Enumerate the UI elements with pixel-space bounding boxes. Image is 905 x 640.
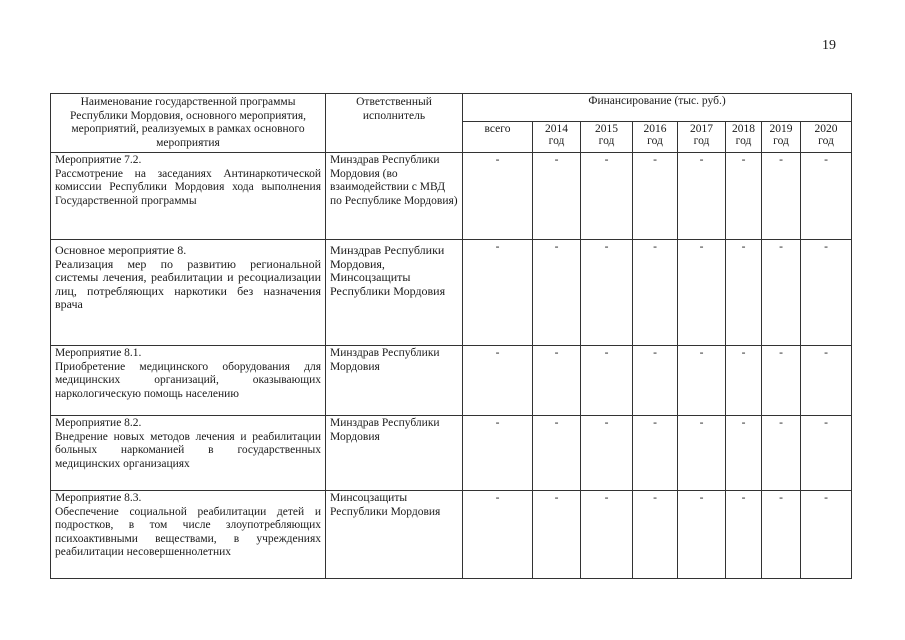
row-title: Мероприятие 8.1. xyxy=(55,347,142,359)
row-executor: Минздрав Республики Мордовия, Минсоцзащиты Республики Мордовия xyxy=(326,240,463,346)
row-name-cell xyxy=(51,416,326,491)
value-2015: - xyxy=(581,240,633,346)
row-description: Рассмотрение на заседаниях Антинаркотической комиссии Республики Мордовия хода выполнения Государственной программы xyxy=(55,167,321,207)
value-total: - xyxy=(463,416,533,491)
value-2017: - xyxy=(678,491,726,579)
value-2018: - xyxy=(726,240,762,346)
value-2015: - xyxy=(581,153,633,240)
value-2016: - xyxy=(633,416,678,491)
row-title: Основное мероприятие 8. xyxy=(55,243,187,257)
row-executor: Минздрав Республики Мордовия xyxy=(326,346,463,416)
table-row xyxy=(51,416,852,491)
value-2019: - xyxy=(762,416,801,491)
value-2016: - xyxy=(633,491,678,579)
table-row xyxy=(51,240,852,346)
table-row xyxy=(51,153,852,240)
value-total: - xyxy=(463,240,533,346)
row-title: Мероприятие 7.2. xyxy=(55,154,142,166)
value-2018: - xyxy=(726,491,762,579)
value-2020: - xyxy=(801,416,852,491)
page-number: 19 xyxy=(822,38,836,53)
value-2014: - xyxy=(533,491,581,579)
table-row xyxy=(51,491,852,579)
header-year-2015: 2015 год xyxy=(581,121,633,152)
row-title: Мероприятие 8.3. xyxy=(55,492,142,504)
value-2018: - xyxy=(726,416,762,491)
value-2015: - xyxy=(581,491,633,579)
value-2014: - xyxy=(533,346,581,416)
row-executor: Минсоцзащиты Республики Мордовия xyxy=(326,491,463,579)
value-2018: - xyxy=(726,346,762,416)
value-2016: - xyxy=(633,153,678,240)
header-year-2018: 2018 год xyxy=(726,121,762,152)
value-2020: - xyxy=(801,153,852,240)
header-executor-column: Ответственный исполнитель xyxy=(326,94,463,153)
header-year-2020: 2020 год xyxy=(801,121,852,152)
header-financing: Финансирование (тыс. руб.) xyxy=(463,94,852,122)
value-2016: - xyxy=(633,240,678,346)
value-2020: - xyxy=(801,491,852,579)
value-2017: - xyxy=(678,153,726,240)
row-executor: Минздрав Республики Мордовия xyxy=(326,416,463,491)
header-year-2019: 2019 год xyxy=(762,121,801,152)
value-2014: - xyxy=(533,240,581,346)
value-2020: - xyxy=(801,346,852,416)
header-year-2017: 2017 год xyxy=(678,121,726,152)
row-description: Обеспечение социальной реабилитации детей и подростков, в том числе злоупотребляющих психоактивными веществами, в учреждениях реабилитации несовершеннолетних xyxy=(55,505,321,558)
header-name-column: Наименование государственной программы Республики Мордовия, основного мероприятия, мероприятий, реализуемых в рамках основного мероприятия xyxy=(51,94,326,153)
row-name-cell xyxy=(51,153,326,240)
value-2016: - xyxy=(633,346,678,416)
value-total: - xyxy=(463,491,533,579)
value-2014: - xyxy=(533,416,581,491)
row-name-cell xyxy=(51,346,326,416)
row-description: Реализация мер по развитию региональной системы лечения, реабилитации и ресоциализации лиц, потребляющих наркотики без назначения врача xyxy=(55,256,321,311)
value-total: - xyxy=(463,153,533,240)
value-total: - xyxy=(463,346,533,416)
value-2017: - xyxy=(678,346,726,416)
table-row xyxy=(51,346,852,416)
value-2015: - xyxy=(581,416,633,491)
value-2015: - xyxy=(581,346,633,416)
row-executor: Минздрав Республики Мордовия (во взаимодействии с МВД по Республике Мордовия) xyxy=(326,153,463,240)
value-2019: - xyxy=(762,153,801,240)
value-2020: - xyxy=(801,240,852,346)
row-name-cell xyxy=(51,491,326,579)
value-2017: - xyxy=(678,416,726,491)
value-2019: - xyxy=(762,346,801,416)
header-year-2014: 2014 год xyxy=(533,121,581,152)
row-description: Внедрение новых методов лечения и реабилитации больных наркоманией в государственных медицинских организациях xyxy=(55,430,321,470)
value-2019: - xyxy=(762,240,801,346)
header-year-2016: 2016 год xyxy=(633,121,678,152)
value-2017: - xyxy=(678,240,726,346)
value-2019: - xyxy=(762,491,801,579)
value-2018: - xyxy=(726,153,762,240)
row-name-cell xyxy=(51,240,326,346)
header-total: всего xyxy=(463,121,533,152)
row-description: Приобретение медицинского оборудования для медицинских организаций, оказывающих наркологическую помощь населению xyxy=(55,360,321,400)
row-title: Мероприятие 8.2. xyxy=(55,417,142,429)
value-2014: - xyxy=(533,153,581,240)
financing-table xyxy=(50,93,852,579)
